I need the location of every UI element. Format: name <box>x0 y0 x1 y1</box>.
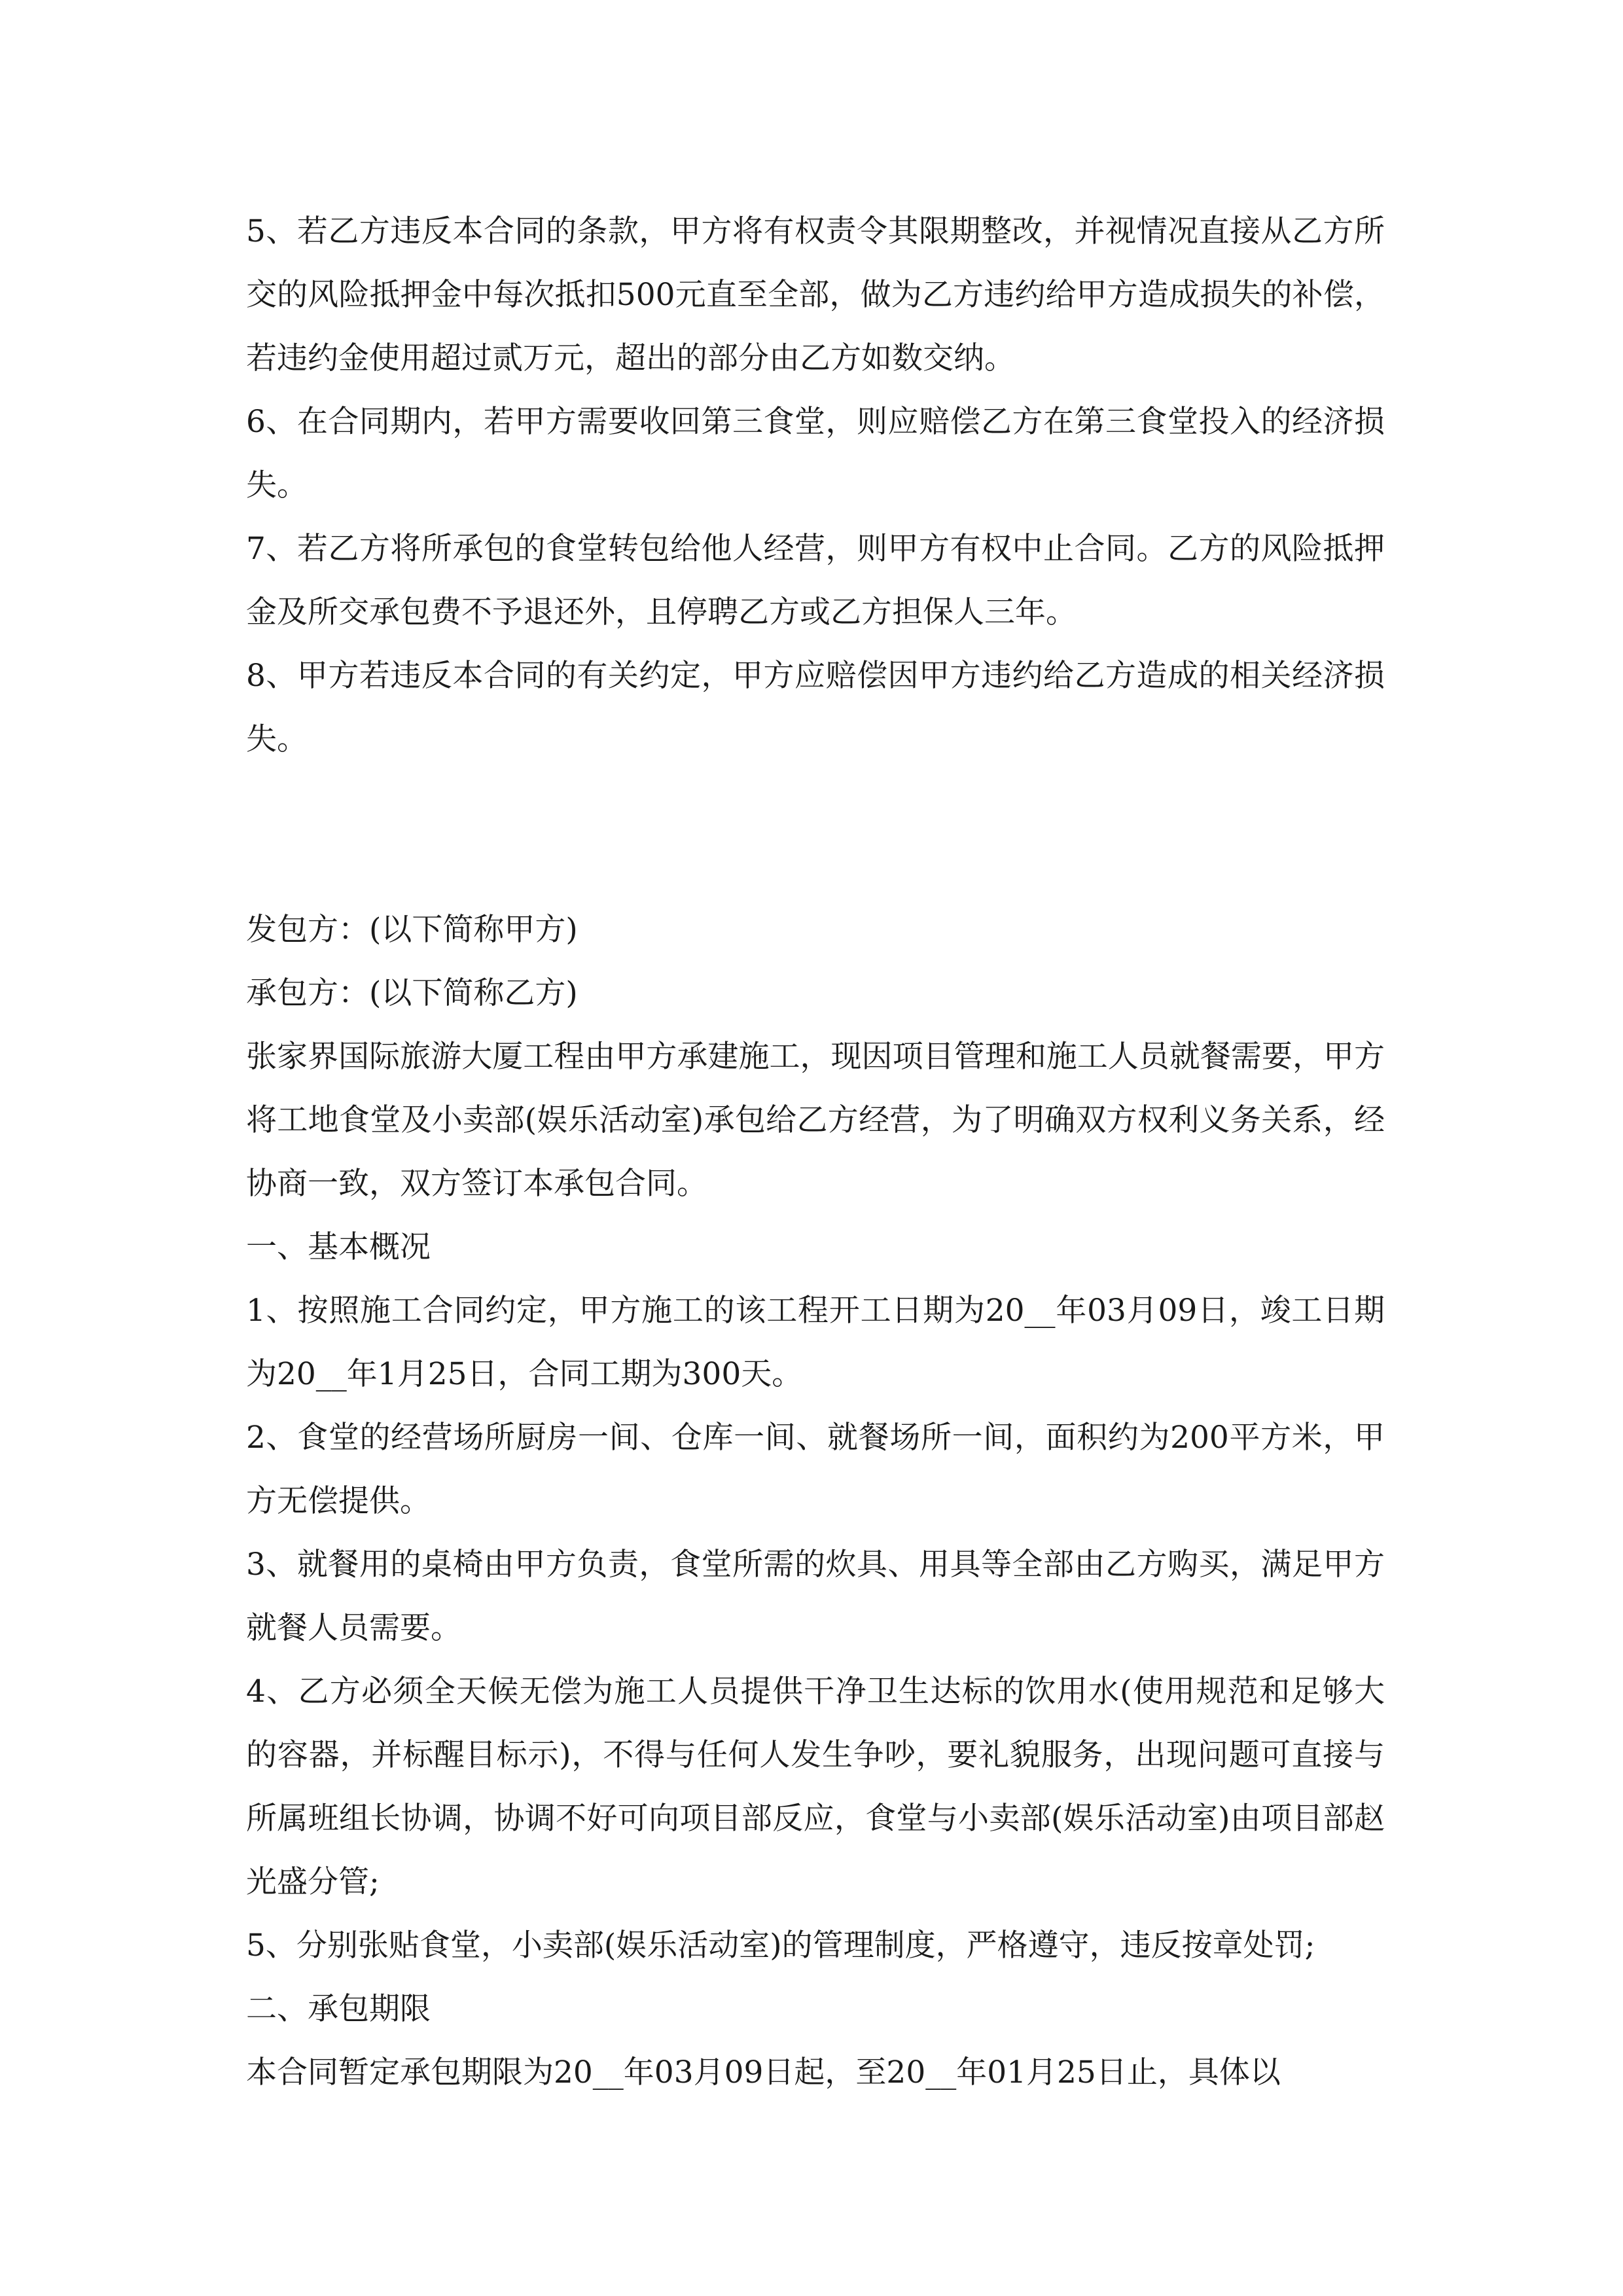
section-heading-contract-term: 二、承包期限 <box>246 1991 431 2027</box>
clause-6-recovery-compensation: 6、在合同期内，若甲方需要收回第三食堂，则应赔偿乙方在第三食堂投入的经济损失。 <box>246 404 1385 503</box>
clause-8-party-a-breach: 8、甲方若违反本合同的有关约定，甲方应赔偿因甲方违约给乙方造成的相关经济损失。 <box>246 658 1385 757</box>
item-1-schedule: 1、按照施工合同约定，甲方施工的该工程开工日期为20__年03月09日，竣工日期为20__年1月25日，合同工期为300天。 <box>246 1293 1385 1392</box>
document-body <box>246 200 1385 2104</box>
contractor-party-a: 发包方：(以下简称甲方) <box>246 912 578 948</box>
section-gap <box>246 771 1385 898</box>
section-heading-basic-overview: 一、基本概况 <box>246 1229 431 1265</box>
item-4-drinking-water: 4、乙方必须全天候无偿为施工人员提供干净卫生达标的饮用水(使用规范和足够大的容器，并标醒目标示)，不得与任何人发生争吵，要礼貌服务，出现问题可直接与所属班组长协调，协调不好可向项目部反应，食堂与小卖部(娱乐活动室)由项目部赵光盛分管; <box>246 1674 1385 1900</box>
item-2-premises: 2、食堂的经营场所厨房一间、仓库一间、就餐场所一间，面积约为200平方米，甲方无偿提供。 <box>246 1420 1385 1519</box>
item-5-rules: 5、分别张贴食堂，小卖部(娱乐活动室)的管理制度，严格遵守，违反按章处罚; <box>246 1928 1315 1964</box>
contractee-party-b: 承包方：(以下简称乙方) <box>246 975 578 1011</box>
clause-5-breach-penalty: 5、若乙方违反本合同的条款，甲方将有权责令其限期整改，并视情况直接从乙方所交的风险抵押金中每次抵扣500元直至全部，做为乙方违约给甲方造成损失的补偿，若违约金使用超过贰万元，超出的部分由乙方如数交纳。 <box>246 213 1385 376</box>
contract-term-text: 本合同暂定承包期限为20__年03月09日起，至20__年01月25日止，具体以 <box>246 2054 1281 2090</box>
clause-7-subcontract-termination: 7、若乙方将所承包的食堂转包给他人经营，则甲方有权中止合同。乙方的风险抵押金及所交承包费不予退还外，且停聘乙方或乙方担保人三年。 <box>246 531 1385 630</box>
item-3-furniture: 3、就餐用的桌椅由甲方负责，食堂所需的炊具、用具等全部由乙方购买，满足甲方就餐人员需要。 <box>246 1547 1385 1646</box>
contract-preamble: 张家界国际旅游大厦工程由甲方承建施工，现因项目管理和施工人员就餐需要，甲方将工地食堂及小卖部(娱乐活动室)承包给乙方经营，为了明确双方权利义务关系，经协商一致，双方签订本承包合同。 <box>246 1039 1385 1202</box>
